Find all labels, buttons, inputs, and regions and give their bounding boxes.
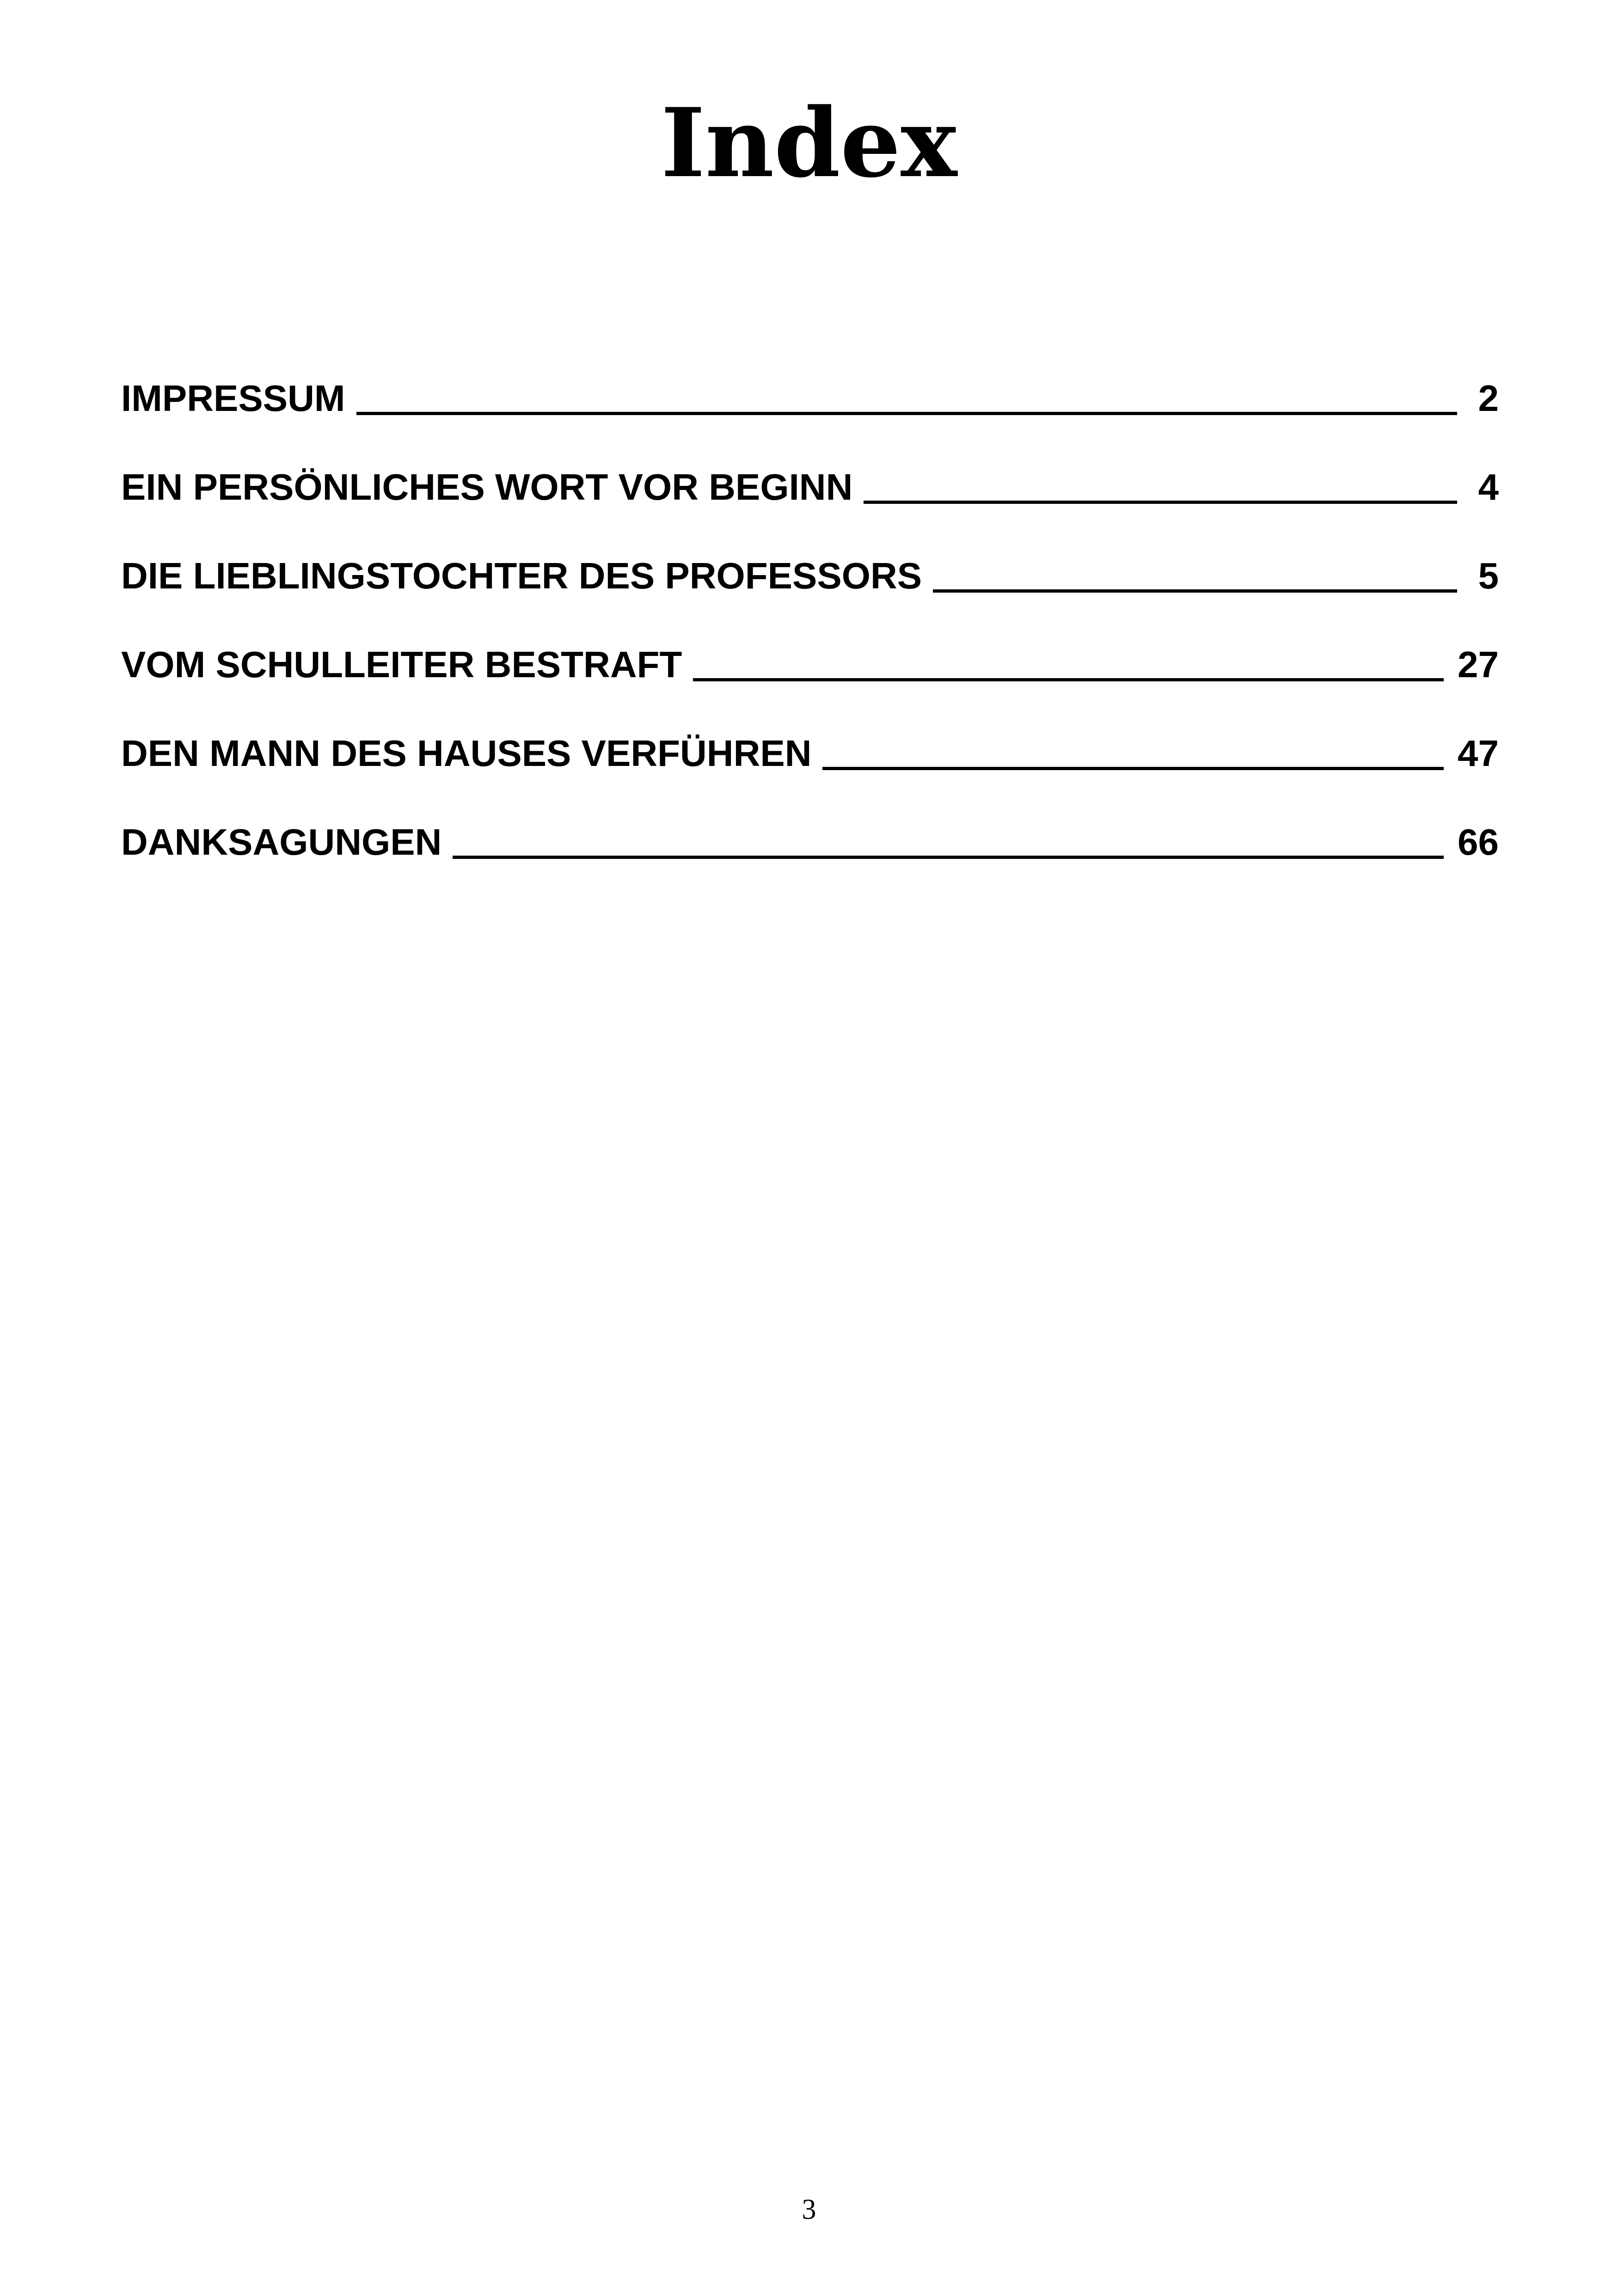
toc-entry-impressum[interactable] <box>121 333 1499 422</box>
toc-entry-title: VOM SCHULLEITER BESTRAFT <box>121 644 682 685</box>
toc-entry-persoenliches-wort[interactable] <box>121 422 1499 510</box>
toc-entry-title: DIE LIEBLINGSTOCHTER DES PROFESSORS <box>121 555 922 596</box>
toc-entry-schulleiter[interactable] <box>121 599 1499 688</box>
toc-leader-line <box>693 678 1444 681</box>
toc-leader-line <box>453 856 1444 859</box>
toc-entry-danksagungen[interactable] <box>121 777 1499 865</box>
toc-entry-page: 2 <box>1478 378 1499 419</box>
toc-leader-line <box>864 501 1457 504</box>
table-of-contents <box>121 333 1499 865</box>
toc-entry-mann-des-hauses[interactable] <box>121 688 1499 777</box>
toc-entry-page: 4 <box>1478 466 1499 508</box>
toc-entry-page: 27 <box>1458 644 1499 685</box>
toc-leader-line <box>822 767 1444 770</box>
toc-entry-title: DEN MANN DES HAUSES VERFÜHREN <box>121 733 812 774</box>
toc-entry-lieblingstochter[interactable] <box>121 510 1499 599</box>
page-number: 3 <box>802 2194 816 2225</box>
toc-entry-title: DANKSAGUNGEN <box>121 821 442 863</box>
toc-leader-line <box>933 589 1457 593</box>
toc-entry-title: IMPRESSUM <box>121 378 345 419</box>
toc-entry-title: EIN PERSÖNLICHES WORT VOR BEGINN <box>121 466 853 508</box>
toc-entry-page: 5 <box>1478 555 1499 596</box>
toc-entry-page: 66 <box>1458 821 1499 863</box>
toc-entry-page: 47 <box>1458 733 1499 774</box>
page-title: Index <box>661 88 957 199</box>
toc-leader-line <box>356 412 1458 415</box>
